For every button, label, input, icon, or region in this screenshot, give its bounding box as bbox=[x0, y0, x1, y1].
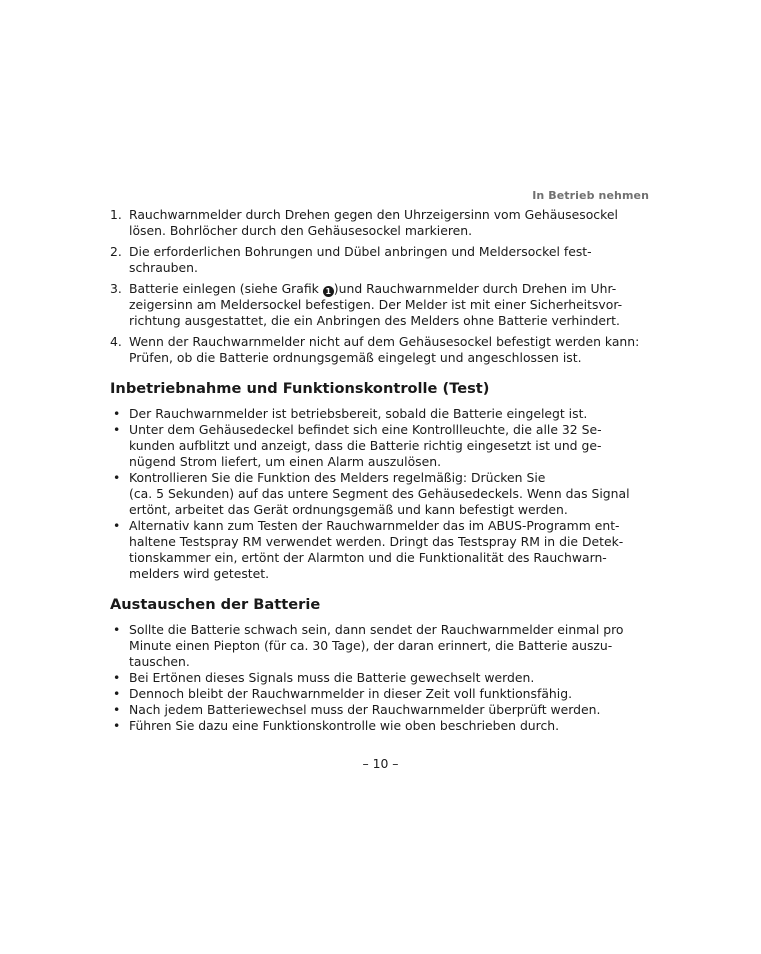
step-item bbox=[110, 334, 655, 366]
step-line: Prüfen, ob die Batterie ordnungsgemäß eingelegt und angeschlossen ist. bbox=[129, 350, 582, 365]
step-line: Rauchwarnmelder durch Drehen gegen den Uhrzeigersinn vom Gehäusesockel bbox=[129, 207, 618, 222]
bullet-icon: • bbox=[113, 406, 121, 421]
list-item-line: Dennoch bleibt der Rauchwarnmelder in dieser Zeit voll funktionsfähig. bbox=[129, 686, 573, 701]
list-item-line: Bei Ertönen dieses Signals muss die Batterie gewechselt werden. bbox=[129, 670, 535, 685]
list-item bbox=[110, 670, 655, 686]
bullet-icon: • bbox=[113, 670, 121, 685]
section-heading-battery: Austauschen der Batterie bbox=[110, 596, 321, 613]
running-head: In Betrieb nehmen bbox=[532, 189, 649, 202]
list-item bbox=[110, 718, 655, 734]
step-line: Wenn der Rauchwarnmelder nicht auf dem Gehäusesockel befestigt werden kann: bbox=[129, 334, 640, 349]
list-item-line: melders wird getestet. bbox=[129, 566, 270, 581]
list-item bbox=[110, 422, 655, 470]
list-item-line: haltene Testspray RM verwendet werden. Dringt das Testspray RM in die Detek- bbox=[129, 534, 624, 549]
step-number: 2. bbox=[110, 244, 122, 259]
list-item-line: Der Rauchwarnmelder ist betriebsbereit, sobald die Batterie eingelegt ist. bbox=[129, 406, 588, 421]
list-item bbox=[110, 622, 655, 670]
bullet-icon: • bbox=[113, 422, 121, 437]
step-line: lösen. Bohrlöcher durch den Gehäusesockel markieren. bbox=[129, 223, 473, 238]
bullet-icon: • bbox=[113, 518, 121, 533]
list-item-line: Alternativ kann zum Testen der Rauchwarnmelder das im ABUS-Programm ent- bbox=[129, 518, 620, 533]
step-number: 3. bbox=[110, 281, 122, 296]
list-item bbox=[110, 406, 655, 422]
bullet-icon: • bbox=[113, 718, 121, 733]
section-heading-test: Inbetriebnahme und Funktionskontrolle (Test) bbox=[110, 380, 490, 397]
step-line: zeigersinn am Meldersockel befestigen. Der Melder ist mit einer Sicherheitsvor- bbox=[129, 297, 623, 312]
step-number: 1. bbox=[110, 207, 122, 222]
bullet-icon: • bbox=[113, 702, 121, 717]
page-content bbox=[110, 207, 655, 734]
page-number: – 10 – bbox=[362, 756, 399, 771]
step-line: schrauben. bbox=[129, 260, 198, 275]
step-line: Batterie einlegen (siehe Grafik bbox=[129, 281, 323, 296]
list-item-line: Minute einen Piepton (für ca. 30 Tage), der daran erinnert, die Batterie auszu- bbox=[129, 638, 613, 653]
bullet-icon: • bbox=[113, 470, 121, 485]
list-item bbox=[110, 470, 655, 518]
list-item-line: Führen Sie dazu eine Funktionskontrolle wie oben beschrieben durch. bbox=[129, 718, 560, 733]
list-item-line: Unter dem Gehäusedeckel befindet sich eine Kontrollleuchte, die alle 32 Se- bbox=[129, 422, 602, 437]
list-item-line: tauschen. bbox=[129, 654, 190, 669]
step-item bbox=[110, 281, 655, 329]
battery-bullet-list bbox=[110, 622, 655, 734]
test-bullet-list bbox=[110, 406, 655, 582]
list-item-line: Sollte die Batterie schwach sein, dann sendet der Rauchwarnmelder einmal pro bbox=[129, 622, 624, 637]
list-item-line: Nach jedem Batteriewechsel muss der Rauchwarnmelder überprüft werden. bbox=[129, 702, 601, 717]
step-item bbox=[110, 207, 655, 239]
bullet-icon: • bbox=[113, 686, 121, 701]
list-item bbox=[110, 702, 655, 718]
step-number: 4. bbox=[110, 334, 122, 349]
installation-steps bbox=[110, 207, 655, 366]
step-line: )und Rauchwarnmelder durch Drehen im Uhr- bbox=[333, 281, 617, 296]
list-item-line: tionskammer ein, ertönt der Alarmton und die Funktionalität des Rauchwarn- bbox=[129, 550, 607, 565]
step-line: richtung ausgestattet, die ein Anbringen des Melders ohne Batterie verhindert. bbox=[129, 313, 620, 328]
list-item-line: Kontrollieren Sie die Funktion des Melders regelmäßig: Drücken Sie bbox=[129, 470, 546, 485]
circled-number-one-icon: 1 bbox=[323, 286, 334, 297]
step-item bbox=[110, 244, 655, 276]
list-item-line: ertönt, arbeitet das Gerät ordnungsgemäß und kann befestigt werden. bbox=[129, 502, 568, 517]
bullet-icon: • bbox=[113, 622, 121, 637]
list-item-line: nügend Strom liefert, um einen Alarm auszulösen. bbox=[129, 454, 442, 469]
list-item-line: (ca. 5 Sekunden) auf das untere Segment des Gehäusedeckels. Wenn das Signal bbox=[129, 486, 630, 501]
list-item bbox=[110, 518, 655, 582]
list-item bbox=[110, 686, 655, 702]
list-item-line: kunden aufblitzt und anzeigt, dass die Batterie richtig eingesetzt ist und ge- bbox=[129, 438, 602, 453]
step-line: Die erforderlichen Bohrungen und Dübel anbringen und Meldersockel fest- bbox=[129, 244, 592, 259]
